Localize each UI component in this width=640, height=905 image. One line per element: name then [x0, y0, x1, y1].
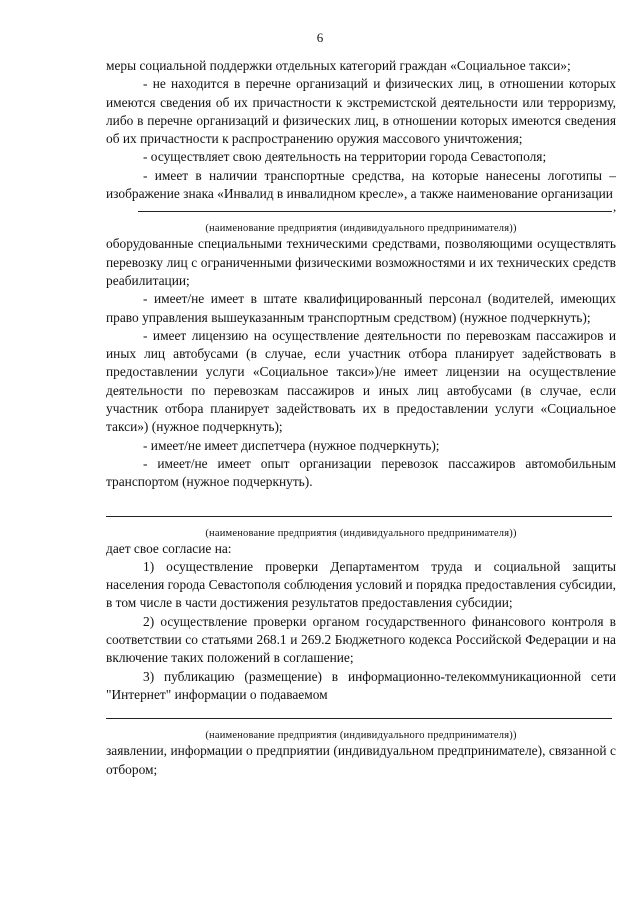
caption-company-name-2: (наименование предприятия (индивидуального предпринимателя)) [205, 527, 517, 539]
paragraph-special-equipment: оборудованные специальными техническими средствами, позволяющими осуществлять перевозку лиц с ограниченными физическими возможностями и их технических средств реабилитации; [106, 236, 616, 288]
paragraph-closing: заявлении, информации о предприятии (индивидуальном предпринимателе), связанной с отбором; [106, 743, 616, 777]
caption-company-name-3: (наименование предприятия (индивидуального предпринимателя)) [205, 730, 517, 742]
paragraph-has-vehicles-with-logos: - имеет в наличии транспортные средства, на которые нанесены логотипы – изображение знака «Инвалид в инвалидном кресле», а также наименование организации [106, 167, 616, 202]
paragraph-bus-license: - имеет лицензию на осуществление деятельности по перевозкам пассажиров и иных лиц автобусами (в случае, если участник отбора планирует задействовать в предоставлении услуги «Социальное такси»)/не имеет лицензии на осуществление деятельности по перевозкам пассажиров и иных лиц автобусами (в случае, если участник отбора планирует задействовать их в предоставлении услуги «Социальное такси») (нужное подчеркнуть); [106, 327, 616, 435]
paragraph-dispatcher: - имеет/не имеет диспетчера (нужное подчеркнуть); [143, 437, 440, 453]
paragraph-operates-in-sevastopol: - осуществляет свою деятельность на территории города Севастополя; [143, 149, 547, 165]
signature-line-2 [106, 514, 616, 528]
consent-item-2: 2) осуществление проверки органом государственного финансового контроля в соответствии со статьями 268.1 и 269.2 Бюджетного кодекса Российской Федерации и на включение таких положений в соглашение; [106, 613, 616, 666]
consent-item-1: 1) осуществление проверки Департаментом труда и социальной защиты населения города Севастополя соблюдения условий и порядка предоставления субсидии, в том числе в части достижения результатов предоставления субсидии; [106, 558, 616, 611]
trailing-comma: , [613, 199, 617, 215]
consent-intro: дает свое согласие на: [106, 540, 232, 556]
signature-line-3 [106, 716, 616, 730]
paragraph-not-in-extremist-list: - не находится в перечне организаций и физических лиц, в отношении которых имеются сведения об их причастности к экстремистской деятельности или терроризму, либо в перечне организаций и физических лиц, в отношении которых имеются сведения об их причастности к распространению оружия массового уничтожения; [106, 76, 616, 147]
blank-rule [106, 718, 612, 719]
paragraph-social-taxi-measures: меры социальной поддержки отдельных категорий граждан «Социальное такси»; [106, 58, 571, 73]
blank-rule [106, 516, 612, 517]
document-body [106, 57, 616, 779]
signature-line-1 [106, 199, 617, 223]
caption-company-name-1: (наименование предприятия (индивидуального предпринимателя)) [205, 223, 517, 235]
consent-item-3: 3) публикацию (размещение) в информационно-телекоммуникационной сети "Интернет" информации о подаваемом [106, 668, 616, 702]
blank-rule [138, 211, 612, 212]
paragraph-transport-experience: - имеет/не имеет опыт организации перевозок пассажиров автомобильным транспортом (нужное подчеркнуть). [106, 455, 616, 490]
page-number: 6 [316, 30, 324, 45]
paragraph-qualified-staff: - имеет/не имеет в штате квалифицированный персонал (водителей, имеющих право управления вышеуказанным транспортным средством) (нужное подчеркнуть); [106, 291, 616, 325]
